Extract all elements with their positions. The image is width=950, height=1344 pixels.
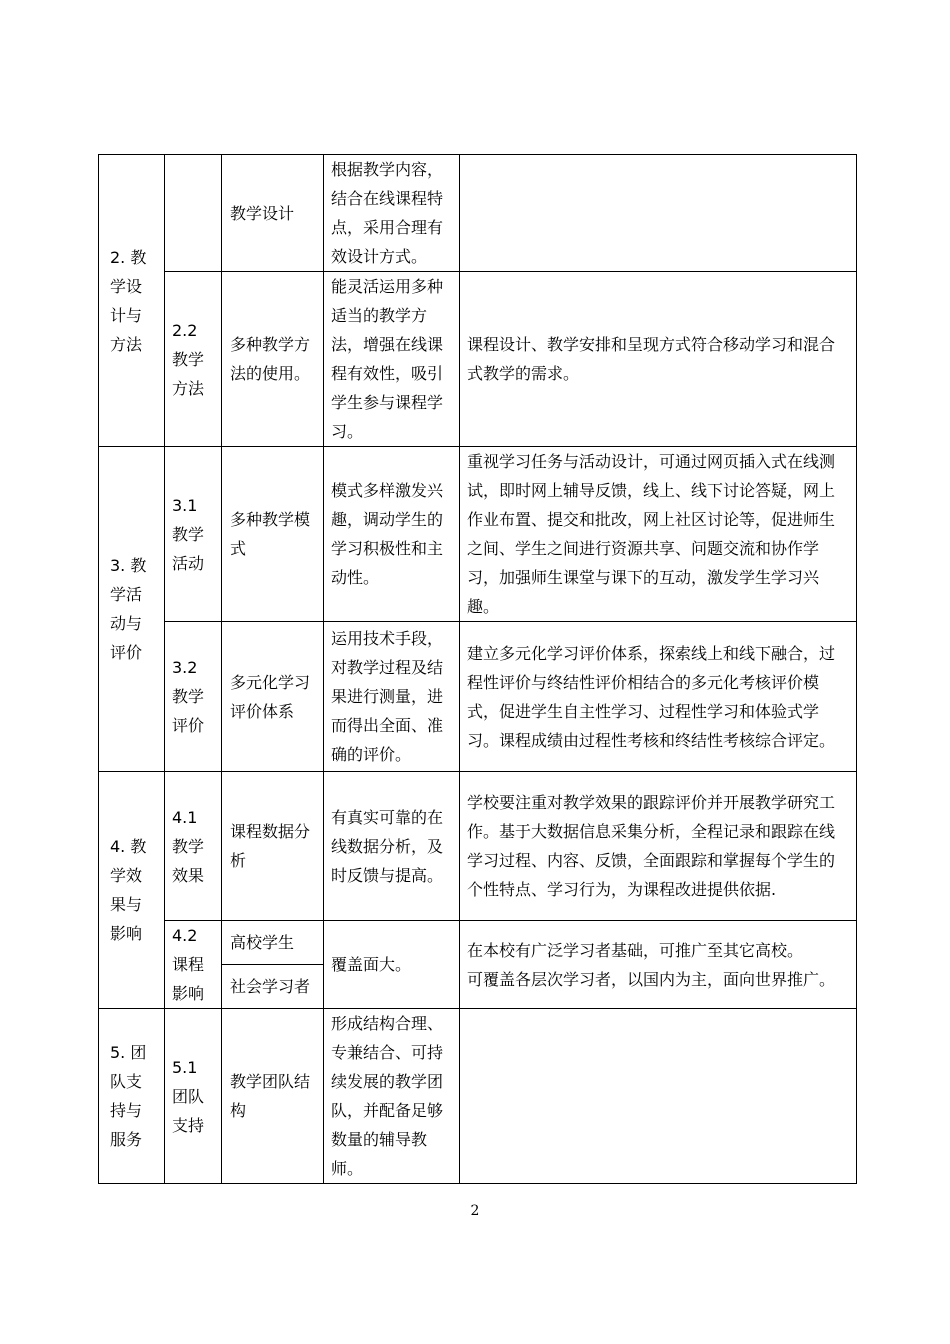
note-cell: 学校要注重对教学效果的跟踪评价并开展教学研究工作。基于大数据信息采集分析，全程记录和跟踪在线学习过程、内容、反馈，全面跟踪和掌握每个学生的个性特点、学习行为，为课程改进提供依据. <box>460 772 857 921</box>
table-row <box>99 1009 857 1184</box>
table-row <box>99 272 857 447</box>
note-cell: 课程设计、教学安排和呈现方式符合移动学习和混合式教学的需求。 <box>460 272 857 447</box>
note-cell: 建立多元化学习评价体系，探索线上和线下融合，过程性评价与终结性评价相结合的多元化考核评价模式，促进学生自主性学习、过程性学习和体验式学习。课程成绩由过程性考核和终结性考核综合评定。 <box>460 622 857 772</box>
criteria-cell: 模式多样激发兴趣，调动学生的学习积极性和主动性。 <box>324 447 460 622</box>
criteria-cell: 根据教学内容，结合在线课程特点，采用合理有效设计方式。 <box>324 155 460 272</box>
item-cell: 教学团队结构 <box>222 1009 324 1184</box>
note-cell <box>460 155 857 272</box>
item-cell: 多元化学习评价体系 <box>222 622 324 772</box>
note-cell: 在本校有广泛学习者基础，可推广至其它高校。 可覆盖各层次学习者，以国内为主，面向世界推广。 <box>460 921 857 1009</box>
table-row <box>99 772 857 921</box>
subcategory-cell: 4.1 教学效果 <box>165 772 222 921</box>
item-cell: 多种教学模式 <box>222 447 324 622</box>
subcategory-cell: 2.2 教学方法 <box>165 272 222 447</box>
table-row <box>99 447 857 622</box>
page-number: 2 <box>470 1203 480 1219</box>
category-cell: 5. 团队支持与服务 <box>99 1009 165 1184</box>
table-row <box>99 622 857 772</box>
note-cell <box>460 1009 857 1184</box>
category-cell: 2. 教学设计与方法 <box>99 155 165 447</box>
category-cell: 4. 教学效果与影响 <box>99 772 165 1009</box>
criteria-cell: 形成结构合理、专兼结合、可持续发展的教学团队，并配备足够数量的辅导教师。 <box>324 1009 460 1184</box>
note-cell: 重视学习任务与活动设计，可通过网页插入式在线测试，即时网上辅导反馈，线上、线下讨论答疑，网上作业布置、提交和批改，网上社区讨论等，促进师生之间、学生之间进行资源共享、问题交流和协作学习，加强师生课堂与课下的互动，激发学生学习兴趣。 <box>460 447 857 622</box>
criteria-cell: 覆盖面大。 <box>324 921 460 1009</box>
category-cell: 3. 教学活动与评价 <box>99 447 165 772</box>
subcategory-cell: 4.2 课程影响 <box>165 921 222 1009</box>
subcategory-cell: 5.1 团队支持 <box>165 1009 222 1184</box>
item-cell: 社会学习者 <box>222 965 324 1009</box>
table-row <box>99 155 857 272</box>
table-row <box>99 921 857 965</box>
subcategory-cell: 3.1 教学活动 <box>165 447 222 622</box>
subcategory-cell <box>165 155 222 272</box>
criteria-cell: 能灵活运用多种适当的教学方法，增强在线课程有效性，吸引学生参与课程学习。 <box>324 272 460 447</box>
item-cell: 多种教学方法的使用。 <box>222 272 324 447</box>
criteria-cell: 运用技术手段，对教学过程及结果进行测量，进而得出全面、准确的评价。 <box>324 622 460 772</box>
evaluation-criteria-table <box>98 154 857 1184</box>
subcategory-cell: 3.2 教学评价 <box>165 622 222 772</box>
item-cell: 高校学生 <box>222 921 324 965</box>
item-cell: 课程数据分析 <box>222 772 324 921</box>
criteria-cell: 有真实可靠的在线数据分析，及时反馈与提高。 <box>324 772 460 921</box>
item-cell: 教学设计 <box>222 155 324 272</box>
